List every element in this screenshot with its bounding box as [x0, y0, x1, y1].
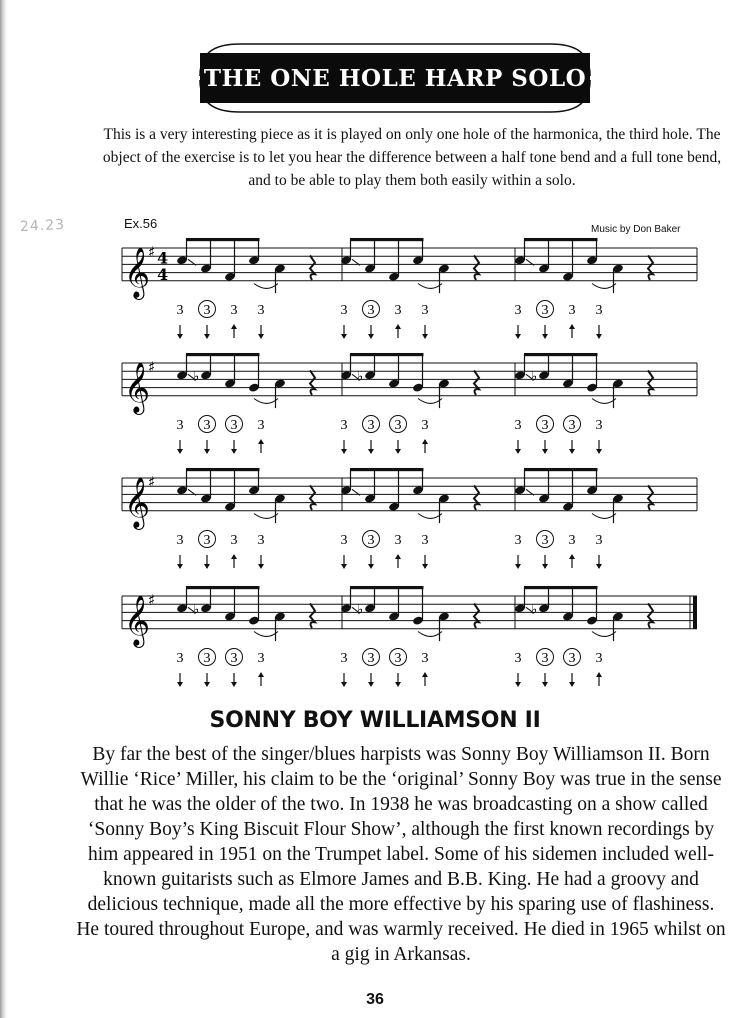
harp-hole-number: 3 — [340, 651, 348, 666]
flat-sign: ♭ — [531, 602, 538, 618]
tie — [418, 632, 442, 637]
treble-clef: 𝄞 — [124, 246, 151, 298]
quarter-rest — [310, 255, 315, 280]
time-signature-bottom: 4 — [157, 264, 169, 284]
draw-arrow-head — [542, 564, 548, 569]
harp-hole-number: 3 — [421, 418, 429, 433]
draw-arrow-head — [368, 682, 374, 687]
harp-hole-number: 3 — [230, 303, 238, 318]
tie — [254, 399, 278, 404]
harp-hole-number: 3 — [514, 533, 522, 548]
draw-arrow-head — [569, 449, 575, 454]
body-paragraph: By far the best of the singer/blues harpists was Sonny Boy Williamson II. Born Willie ‘Rice’ Miller, his claim to be the ‘original’ Sonny Boy was true in the sense that he was the older of the two. In 1938 he was broadcasting on a show called ‘Sonny Boy’s King Biscuit Flour Show’, although the first known recordings by him appeared in 1951 on the Trumpet label. Some of his sidemen included well-known guitarists such as Elmore James and B.B. King. He had a groovy and delicious technique, made all the more effective by his sparing use of flashiness. He toured throughout Europe, and was warmly received. He died in 1965 whilst on a gig in Arkansas. — [76, 744, 726, 965]
blow-arrow-head — [231, 324, 237, 329]
draw-arrow-head — [422, 564, 428, 569]
beam — [350, 238, 424, 241]
draw-arrow-head — [368, 449, 374, 454]
draw-arrow-head — [231, 682, 237, 687]
draw-arrow-head — [542, 449, 548, 454]
beam — [524, 586, 598, 589]
tie — [592, 514, 616, 519]
harp-hole-number: 3 — [203, 303, 211, 318]
harp-hole-number: 3 — [257, 303, 265, 318]
harp-hole-number: 3 — [568, 533, 576, 548]
quarter-rest — [648, 485, 653, 510]
quarter-rest — [648, 603, 653, 628]
harp-hole-number: 3 — [367, 303, 375, 318]
draw-arrow-head — [231, 449, 237, 454]
draw-arrow-head — [395, 449, 401, 454]
draw-arrow-head — [341, 449, 347, 454]
draw-arrow-head — [177, 334, 183, 339]
draw-arrow-head — [204, 449, 210, 454]
blow-arrow-head — [258, 672, 264, 677]
blow-arrow-head — [596, 672, 602, 677]
draw-arrow-head — [515, 334, 521, 339]
harp-hole-number: 3 — [595, 651, 603, 666]
tie — [418, 284, 442, 289]
harp-hole-number: 3 — [514, 651, 522, 666]
quarter-rest — [474, 485, 479, 510]
beam — [186, 468, 260, 471]
harp-hole-number: 3 — [367, 651, 375, 666]
draw-arrow-head — [341, 682, 347, 687]
tie — [592, 632, 616, 637]
draw-arrow-head — [204, 334, 210, 339]
harp-hole-number: 3 — [340, 533, 348, 548]
harp-hole-number: 3 — [203, 651, 211, 666]
harp-hole-number: 3 — [595, 533, 603, 548]
harp-hole-number: 3 — [541, 303, 549, 318]
quarter-rest — [474, 255, 479, 280]
treble-clef: 𝄞 — [124, 476, 151, 528]
quarter-rest — [474, 370, 479, 395]
harp-hole-number: 3 — [257, 533, 265, 548]
draw-arrow-head — [515, 564, 521, 569]
quarter-rest — [310, 370, 315, 395]
harp-hole-number: 3 — [176, 303, 184, 318]
final-barline-thick — [693, 596, 697, 629]
flat-sign: ♭ — [193, 602, 200, 618]
music-credit: Music by Don Baker — [591, 224, 681, 235]
key-signature-sharp: ♯ — [148, 473, 156, 492]
blow-arrow-head — [422, 672, 428, 677]
quarter-rest — [310, 485, 315, 510]
draw-arrow-head — [258, 564, 264, 569]
tie — [254, 514, 278, 519]
draw-arrow-head — [368, 564, 374, 569]
beam — [350, 468, 424, 471]
harp-hole-number: 3 — [514, 303, 522, 318]
music-system — [122, 238, 697, 339]
tie — [254, 284, 278, 289]
treble-clef: 𝄞 — [124, 361, 151, 413]
harp-hole-number: 3 — [541, 651, 549, 666]
harp-hole-number: 3 — [176, 533, 184, 548]
key-signature-sharp: ♯ — [148, 591, 156, 610]
flat-sign: ♭ — [357, 602, 364, 618]
harp-hole-number: 3 — [394, 533, 402, 548]
beam — [186, 238, 260, 241]
tie — [592, 399, 616, 404]
blow-arrow-head — [258, 439, 264, 444]
harp-hole-number: 3 — [176, 651, 184, 666]
draw-arrow-head — [177, 564, 183, 569]
harp-hole-number: 3 — [230, 418, 238, 433]
draw-arrow-head — [177, 682, 183, 687]
beam — [350, 353, 424, 356]
beam — [524, 468, 598, 471]
tie — [254, 632, 278, 637]
beam — [524, 238, 598, 241]
harp-hole-number: 3 — [595, 418, 603, 433]
quarter-rest — [648, 255, 653, 280]
blow-arrow-head — [422, 439, 428, 444]
draw-arrow-head — [204, 564, 210, 569]
music-system — [122, 353, 697, 454]
quarter-rest — [310, 603, 315, 628]
harp-hole-number: 3 — [340, 418, 348, 433]
music-system — [122, 586, 697, 687]
harp-hole-number: 3 — [514, 418, 522, 433]
draw-arrow-head — [515, 449, 521, 454]
harp-hole-number: 3 — [568, 303, 576, 318]
quarter-rest — [474, 603, 479, 628]
blow-arrow-head — [569, 324, 575, 329]
example-label: Ex.56 — [124, 216, 158, 231]
harp-hole-number: 3 — [257, 418, 265, 433]
beam — [186, 353, 260, 356]
quarter-rest — [648, 370, 653, 395]
draw-arrow-head — [177, 449, 183, 454]
harp-hole-number: 3 — [394, 651, 402, 666]
flat-sign: ♭ — [531, 369, 538, 385]
draw-arrow-head — [596, 564, 602, 569]
beam — [350, 586, 424, 589]
tie — [418, 399, 442, 404]
flat-sign: ♭ — [357, 369, 364, 385]
draw-arrow-head — [542, 682, 548, 687]
harp-hole-number: 3 — [230, 651, 238, 666]
harp-hole-number: 3 — [203, 533, 211, 548]
intro-paragraph: This is a very interesting piece as it is played on only one hole of the harmonica, the third hole. The object of the exercise is to let you hear the difference between a half tone bend and a full tone bend, and to be able to play them both easily within a solo. — [102, 126, 722, 189]
beam — [186, 586, 260, 589]
harp-hole-number: 3 — [257, 651, 265, 666]
harp-hole-number: 3 — [176, 418, 184, 433]
key-signature-sharp: ♯ — [148, 358, 156, 377]
blow-arrow-head — [569, 554, 575, 559]
harp-hole-number: 3 — [595, 303, 603, 318]
time-signature-top: 4 — [157, 248, 169, 268]
blow-arrow-head — [231, 554, 237, 559]
harp-hole-number: 3 — [394, 418, 402, 433]
draw-arrow-head — [341, 334, 347, 339]
draw-arrow-head — [596, 334, 602, 339]
harp-hole-number: 3 — [367, 533, 375, 548]
key-signature-sharp: ♯ — [148, 243, 156, 262]
harp-hole-number: 3 — [568, 651, 576, 666]
draw-arrow-head — [515, 682, 521, 687]
section-heading: SONNY BOY WILLIAMSON II — [209, 708, 541, 733]
harp-hole-number: 3 — [568, 418, 576, 433]
draw-arrow-head — [368, 334, 374, 339]
harp-hole-number: 3 — [230, 533, 238, 548]
draw-arrow-head — [341, 564, 347, 569]
treble-clef: 𝄞 — [124, 594, 151, 646]
tie — [592, 284, 616, 289]
tie — [418, 514, 442, 519]
blow-arrow-head — [395, 324, 401, 329]
harp-hole-number: 3 — [421, 651, 429, 666]
draw-arrow-head — [258, 334, 264, 339]
draw-arrow-head — [395, 682, 401, 687]
harp-hole-number: 3 — [541, 418, 549, 433]
draw-arrow-head — [542, 334, 548, 339]
music-system — [122, 468, 697, 569]
harp-hole-number: 3 — [421, 303, 429, 318]
harp-hole-number: 3 — [541, 533, 549, 548]
draw-arrow-head — [596, 449, 602, 454]
flat-sign: ♭ — [193, 369, 200, 385]
harp-hole-number: 3 — [340, 303, 348, 318]
harp-hole-number: 3 — [367, 418, 375, 433]
page-title: THE ONE HOLE HARP SOLO — [203, 64, 587, 92]
harp-hole-number: 3 — [421, 533, 429, 548]
draw-arrow-head — [569, 682, 575, 687]
beam — [524, 353, 598, 356]
draw-arrow-head — [422, 334, 428, 339]
page-number: 36 — [366, 991, 384, 1008]
harp-hole-number: 3 — [203, 418, 211, 433]
harp-hole-number: 3 — [394, 303, 402, 318]
blow-arrow-head — [395, 554, 401, 559]
handwritten-note: 24.23 — [19, 216, 66, 236]
draw-arrow-head — [204, 682, 210, 687]
